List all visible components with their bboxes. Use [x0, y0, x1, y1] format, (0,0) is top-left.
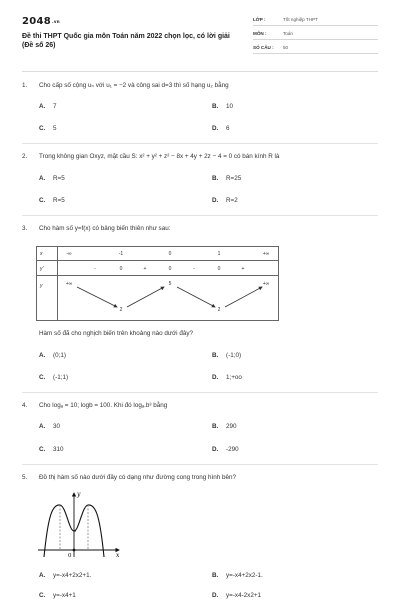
yprime-zero: 0: [119, 266, 123, 272]
origin-label: 0: [68, 553, 72, 559]
q4-option-d[interactable]: D. -290: [212, 446, 239, 453]
q3-option-c[interactable]: C. (-1;1): [39, 374, 69, 381]
y-row-label: y: [40, 283, 43, 289]
meta-grade: LỚP : Tốt nghiệp THPT: [253, 14, 378, 26]
header-divider: [22, 71, 378, 72]
question-5-text: Đồ thị hàm số nào dưới đây có dạng như đường cong trong hình bên?: [39, 474, 236, 481]
x-value: -∞: [66, 251, 72, 257]
x-row-label: x: [40, 251, 43, 257]
y-value: +∞: [262, 281, 270, 287]
q5-option-d[interactable]: D. y=-x4-2x2+1: [212, 592, 262, 599]
q1-option-d[interactable]: D. 6: [212, 125, 230, 132]
y-value: 2: [217, 307, 221, 313]
y-value: 2: [119, 307, 123, 313]
site-logo[interactable]: $2048^{.vn}$: [22, 16, 60, 27]
x-value: 1: [217, 251, 221, 257]
q2-option-b[interactable]: B. R=25: [212, 175, 242, 182]
yprime-zero: 0: [168, 266, 172, 272]
q1-option-b[interactable]: B. 10: [212, 103, 234, 110]
q3-option-b[interactable]: B. (-1;0): [212, 352, 242, 359]
q5-option-a[interactable]: A. y=-x4+2x2+1.: [39, 572, 92, 579]
question-4-text: Cho logₐ = 10; logb = 100. Khi đó logₐ.b³ bằng: [39, 402, 168, 409]
variation-table: [36, 246, 279, 321]
arrow-down: [77, 287, 117, 307]
q4-option-c[interactable]: C. 310: [39, 446, 64, 453]
q4-option-b[interactable]: B. 290: [212, 423, 237, 430]
q4-option-a[interactable]: A. 30: [39, 423, 61, 430]
function-graph: [36, 487, 124, 559]
x-value: 0: [168, 251, 172, 257]
q5-option-b[interactable]: B. y=-x4+2x2-1.: [212, 572, 263, 579]
yprime-zero: 0: [217, 266, 221, 272]
exam-title: Đề thi THPT Quốc gia môn Toán năm 2022 chọn lọc, có lời giải (Đề số 26): [22, 33, 230, 49]
meta-subject: MÔN : Toán: [253, 28, 378, 40]
variation-arrows: [37, 247, 280, 322]
yprime-row-label: y': [40, 266, 44, 272]
y-axis-label: y: [77, 491, 81, 498]
arrow-up: [225, 287, 262, 307]
x-axis-label: x: [116, 552, 120, 559]
question-2-text: Trong không gian Oxyz, mặt cầu S: x² + y² + z² − 8x + 4y + 2z − 4 = 0 có bán kính R là: [39, 153, 280, 160]
origin-point: [73, 549, 76, 552]
yprime-sign: +: [241, 266, 245, 272]
function-graph-svg: [36, 487, 124, 559]
question-3-prompt: Hàm số đã cho nghịch biến trên khoảng nào dưới đây?: [39, 330, 193, 337]
q2-option-a[interactable]: A. R=5: [39, 175, 65, 182]
y-value: 5: [168, 281, 172, 287]
question-divider: [22, 464, 378, 465]
y-value: +∞: [65, 281, 73, 287]
q1-option-a[interactable]: A. 7: [39, 103, 57, 110]
question-1-text: Cho cấp số cộng uₙ với u₁ = −2 và công sai d=3 thì số hạng u₂ bằng: [39, 82, 229, 89]
q2-option-c[interactable]: C. R=5: [39, 197, 65, 204]
question-divider: [22, 143, 378, 144]
yprime-sign: -: [94, 266, 96, 272]
x-value: -1: [118, 251, 124, 257]
page-header: [0, 0, 400, 66]
q3-option-a[interactable]: A. (0;1): [39, 352, 66, 359]
meta-question-count: SỐ CÂU : 50: [253, 42, 378, 54]
question-divider: [22, 215, 378, 216]
q1-option-c[interactable]: C. 5: [39, 125, 57, 132]
yprime-sign: +: [143, 266, 147, 272]
arrow-down: [177, 287, 215, 307]
q2-option-d[interactable]: D. R=2: [212, 197, 238, 204]
x-value: +∞: [262, 251, 270, 257]
q3-option-d[interactable]: D. 1;+oo: [212, 374, 242, 381]
arrow-up: [127, 287, 164, 307]
question-3-text: Cho hàm số y=f(x) có bảng biến thiên như sau:: [39, 225, 171, 232]
question-divider: [22, 392, 378, 393]
q5-option-c[interactable]: C. y=-x4+1: [39, 592, 76, 599]
yprime-sign: -: [193, 266, 195, 272]
